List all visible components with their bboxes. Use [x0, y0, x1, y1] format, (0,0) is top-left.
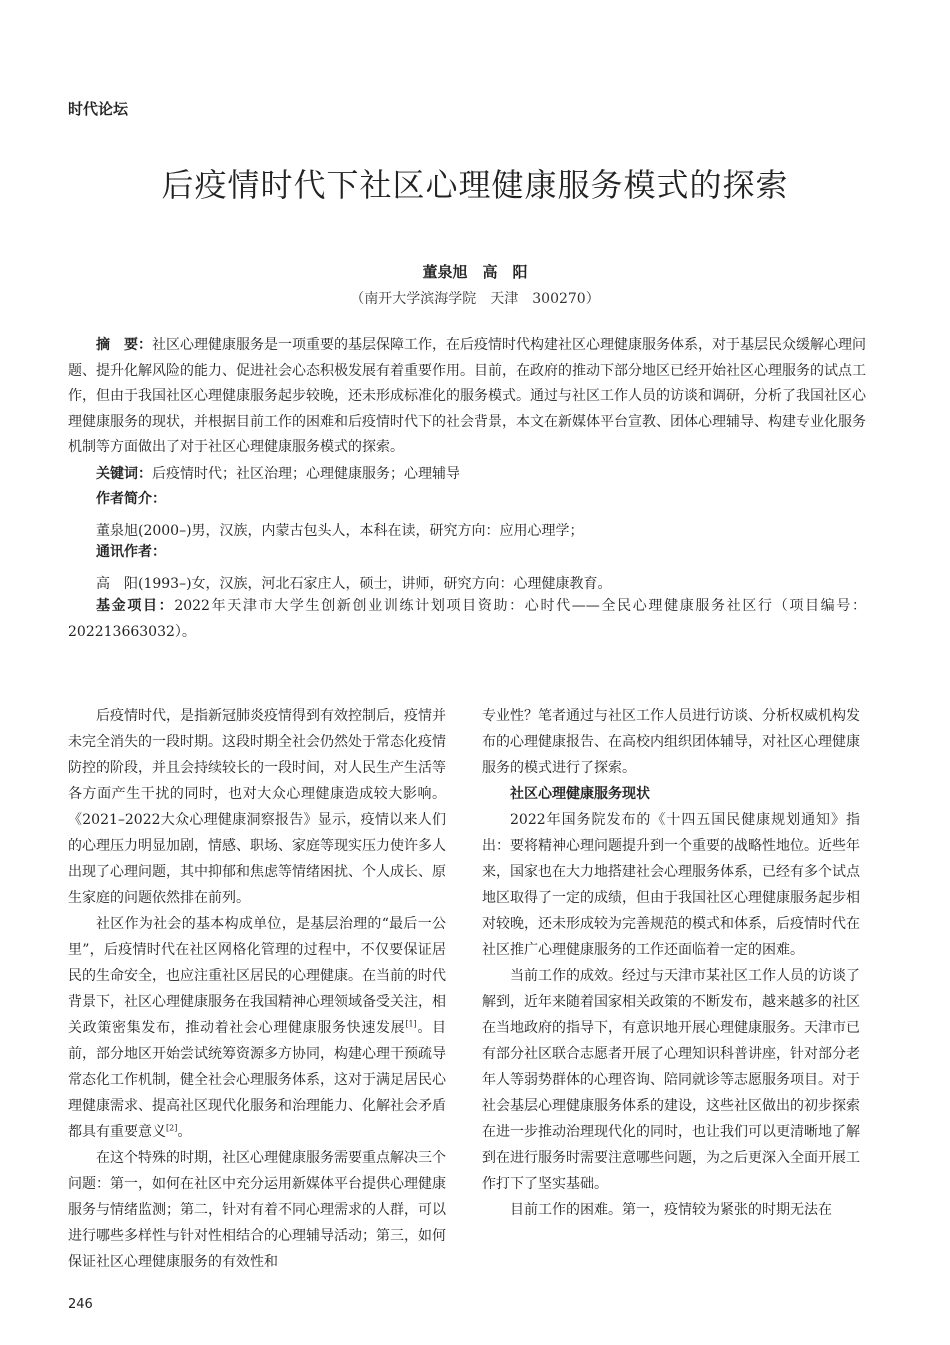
- fund-label: 基金项目：: [96, 598, 175, 614]
- correspondent: [68, 540, 866, 597]
- body-paragraph: 2022年国务院发布的《十四五国民健康规划通知》指出：要将精神心理问题提升到一个重要的战略性地位。近些年来，国家也在大力地搭建社会心理服务体系，已经有多个试点地区取得了一定的成绩，但由于我国社区心理健康服务起步相对较晚，还未形成较为完善规范的模式和体系，后疫情时代在社区推广心理健康服务的工作还面临着一定的困难。: [482, 812, 860, 958]
- abstract-label: 摘 要：: [96, 337, 152, 353]
- correspondent-text: 高 阳(1993–)女，汉族，河北石家庄人，硕士，讲师，研究方向：心理健康教育。: [96, 575, 612, 592]
- article-title: 后疫情时代下社区心理健康服务模式的探索: [161, 166, 789, 204]
- citation-ref: [1]: [405, 1019, 417, 1029]
- body-paragraph: 目前工作的困难。第一，疫情较为紧张的时期无法在: [510, 1202, 832, 1218]
- column-label: 时代论坛: [68, 100, 129, 118]
- keywords-text: 后疫情时代；社区治理；心理健康服务；心理辅导: [152, 466, 460, 482]
- keywords: [68, 462, 866, 488]
- fund: [68, 594, 866, 645]
- author-intro: [68, 487, 866, 544]
- body-left-column: [68, 703, 446, 1275]
- abstract: [68, 333, 866, 461]
- correspondent-label: 通讯作者：: [96, 544, 166, 560]
- author-intro-text: 董泉旭(2000–)男，汉族，内蒙古包头人，本科在读，研究方向：应用心理学；: [96, 522, 584, 539]
- article-authors: 董泉旭 高 阳: [422, 263, 528, 281]
- body-paragraph: 社区作为社会的基本构成单位，是基层治理的“最后一公里”，后疫情时代在社区网格化管理的过程中，不仅要保证居民的生命安全，也应注重社区居民的心理健康。在当前的时代背景下，社区心理健康服务在我国精神心理领域备受关注，相关政策密集发布，推动着社会心理健康服务快速发展[1]。目前，部分地区开始尝试统筹资源多方协同，构建心理干预疏导常态化工作机制，健全社会心理服务体系，这对于满足居民心理健康需求、提高社区现代化服务和治理能力、化解社会矛盾都具有重要意义[2]。: [68, 916, 447, 1140]
- fund-text: 2022年天津市大学生创新创业训练计划项目资助：心时代——全民心理健康服务社区行（项目编号：202213663032）。: [68, 598, 866, 640]
- body-paragraph: 在这个特殊的时期，社区心理健康服务需要重点解决三个问题：第一，如何在社区中充分运用新媒体平台提供心理健康服务与情绪监测；第二，针对有着不同心理需求的人群，可以进行哪些多样性与针对性相结合的心理辅导活动；第三，如何保证社区心理健康服务的有效性和: [68, 1150, 446, 1270]
- citation-ref: [2]: [166, 1123, 178, 1133]
- author-affiliation: （南开大学滨海学院 天津 300270）: [350, 291, 600, 307]
- page-number: 246: [68, 1297, 93, 1312]
- abstract-text: 社区心理健康服务是一项重要的基层保障工作，在后疫情时代构建社区心理健康服务体系，对于基层民众缓解心理问题、提升化解风险的能力、促进社会心态积极发展有着重要作用。目前，在政府的推动下部分地区已经开始社区心理服务的试点工作，但由于我国社区心理健康服务起步较晚，还未形成标准化的服务模式。通过与社区工作人员的访谈和调研，分析了我国社区心理健康服务的现状，并根据目前工作的困难和后疫情时代下的社会背景，本文在新媒体平台宣教、团体心理辅导、构建专业化服务机制等方面做出了对于社区心理健康服务模式的探索。: [68, 337, 866, 455]
- body-paragraph: 当前工作的成效。经过与天津市某社区工作人员的访谈了解到，近年来随着国家相关政策的不断发布，越来越多的社区在当地政府的指导下，有意识地开展心理健康服务。天津市已有部分社区联合志愿者开展了心理知识科普讲座，针对部分老年人等弱势群体的心理咨询、陪同就诊等志愿服务项目。对于社会基层心理健康服务体系的建设，这些社区做出的初步探索在进一步推动治理现代化的同时，也让我们可以更清晰地了解到在进行服务时需要注意哪些问题，为之后更深入全面开展工作打下了坚实基础。: [482, 968, 860, 1192]
- keywords-label: 关键词：: [96, 466, 152, 482]
- body-paragraph: 专业性？笔者通过与社区工作人员进行访谈、分析权威机构发布的心理健康报告、在高校内组织团体辅导，对社区心理健康服务的模式进行了探索。: [482, 708, 860, 776]
- author-intro-label: 作者简介：: [96, 491, 166, 507]
- body-paragraph: 后疫情时代，是指新冠肺炎疫情得到有效控制后，疫情并未完全消失的一段时期。这段时期全社会仍然处于常态化疫情防控的阶段，并且会持续较长的一段时间，对人民生产生活等各方面产生干扰的同时，也对大众心理健康造成较大影响。《2021–2022大众心理健康洞察报告》显示，疫情以来人们的心理压力明显加剧，情感、职场、家庭等现实压力使许多人出现了心理问题，其中抑郁和焦虑等情绪困扰、个人成长、原生家庭的问题依然排在前列。: [68, 708, 446, 906]
- section-heading: 社区心理健康服务现状: [510, 786, 650, 802]
- body-right-column: [482, 703, 860, 1223]
